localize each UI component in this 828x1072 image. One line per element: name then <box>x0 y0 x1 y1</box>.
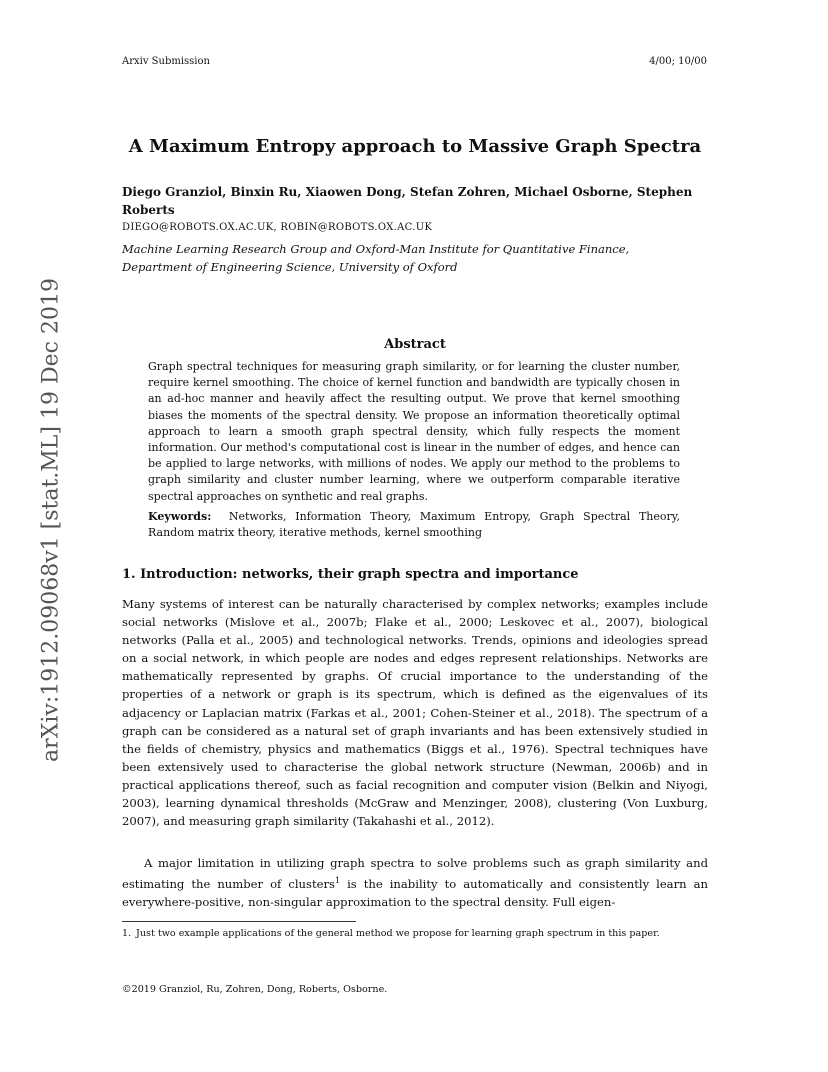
author-emails: DIEGO@ROBOTS.OX.AC.UK, ROBIN@ROBOTS.OX.AC.UK <box>122 222 433 233</box>
keywords-label: Keywords: <box>148 510 212 523</box>
running-header-right: 4/00; 10/00 <box>649 56 707 67</box>
paragraph-2-end: is the inability to automatically and consistently learn an everywhere-positive, non-singular approximation to the spectral density. Full eigen- <box>122 876 708 910</box>
paragraph-2-start: A major limitation in utilizing graph spectra to solve problems such as graph similarity and estimating the number of clusters <box>122 856 708 891</box>
affiliation-line-1: Machine Learning Research Group and Oxford-Man Institute for Quantitative Finance, <box>122 242 630 256</box>
footnote <box>122 927 708 941</box>
intro-paragraph-1: Many systems of interest can be naturally characterised by complex networks; examples include social networks (Mislove et al., 2007b; Flake et al., 2000; Leskovec et al., 2007), biological networks (Palla et al., 2005) and technological networks. Trends, opinions and ideologies spread on a social network, in which people are nodes and edges represent relationships. Networks are mathematically represented by graphs. Of crucial importance to the understanding of the properties of a network or graph is its spectrum, which is defined as the eigenvalues of its adjacency or Laplacian matrix (Farkas et al., 2001; Cohen-Steiner et al., 2018). The spectrum of a graph can be considered as a natural set of graph invariants and has been extensively studied in the fields of chemistry, physics and mathematics (Biggs et al., 1976). Spectral techniques have been extensively used to characterise the global network structure (Newman, 2006b) and in practical applications thereof, such as facial recognition and computer vision (Belkin and Niyogi, 2003), learning dynamical thresholds (McGraw and Menzinger, 2008), clustering (Von Luxburg, 2007), and measuring graph similarity (Takahashi et al., 2012). <box>122 597 708 829</box>
paper-title: A Maximum Entropy approach to Massive Graph Spectra <box>128 136 702 157</box>
keywords <box>148 509 680 541</box>
intro-paragraph-2 <box>122 854 708 911</box>
running-header-left: Arxiv Submission <box>122 56 210 67</box>
footnote-rule <box>122 921 356 922</box>
author-list: Diego Granziol, Binxin Ru, Xiaowen Dong, Stefan Zohren, Michael Osborne, Stephen Roberts <box>122 185 693 217</box>
keywords-list: Networks, Information Theory, Maximum Entropy, Graph Spectral Theory, Random matrix theory, iterative methods, kernel smoothing <box>148 510 680 540</box>
arxiv-sidebar-stamp <box>36 280 66 760</box>
footnote-reference[interactable]: 1 <box>334 876 341 886</box>
abstract-body: Graph spectral techniques for measuring graph similarity, or for learning the cluster number, require kernel smoothing. The choice of kernel function and bandwidth are typically chosen in an ad-hoc manner and heavily affect the resulting output. We prove that kernel smoothing biases the moments of the spectral density. We propose an information theoretically optimal approach to learn a smooth graph spectral density, which fully respects the moment information. Our method's computational cost is linear in the number of edges, and hence can be applied to large networks, with millions of nodes. We apply our method to the problems to graph similarity and cluster number learning, where we outperform comparable iterative spectral approaches on synthetic and real graphs. <box>148 360 680 503</box>
abstract-heading: Abstract <box>384 337 446 352</box>
arxiv-identifier: arXiv:1912.09068v1 [stat.ML] 19 Dec 2019 <box>38 278 64 762</box>
copyright-notice: ©2019 Granziol, Ru, Zohren, Dong, Roberts, Osborne. <box>122 984 388 995</box>
affiliation-line-2: Department of Engineering Science, University of Oxford <box>122 260 458 274</box>
footnote-number: 1. <box>122 928 132 939</box>
footnote-text: Just two example applications of the general method we propose for learning graph spectrum in this paper. <box>136 928 660 939</box>
section-heading: 1. Introduction: networks, their graph spectra and importance <box>122 567 579 582</box>
author-affiliation <box>122 240 708 276</box>
